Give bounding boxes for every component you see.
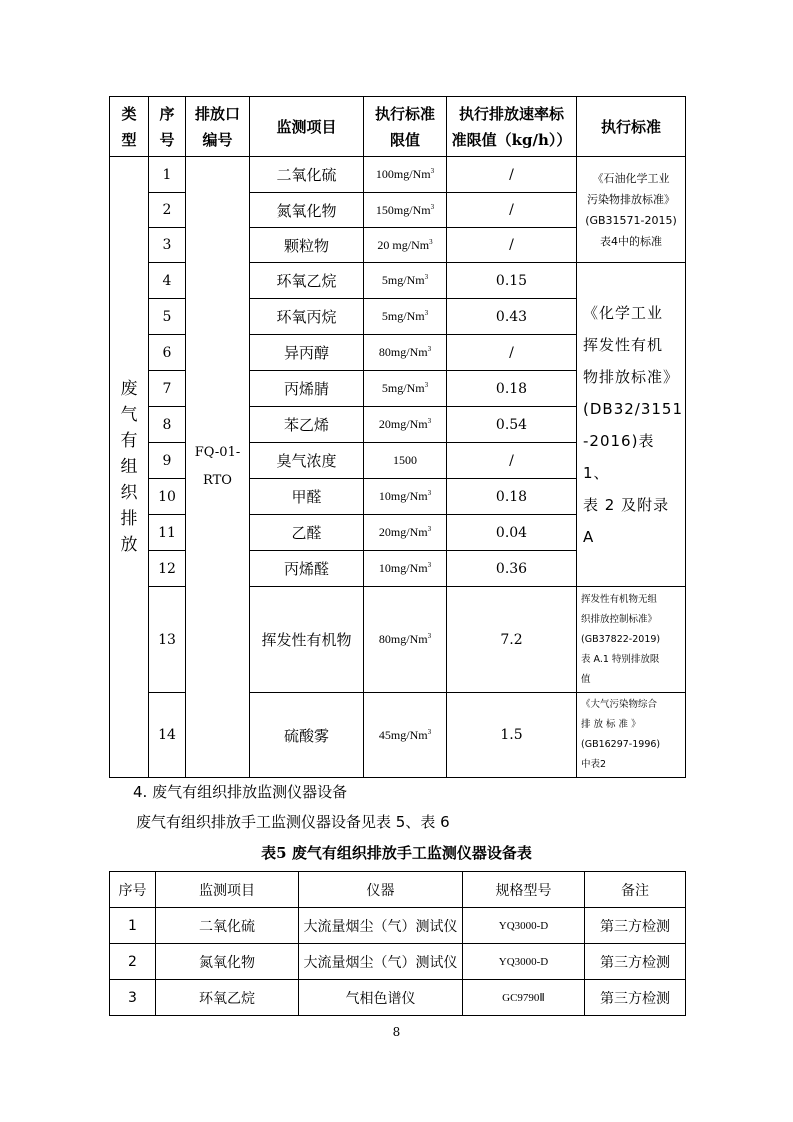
table2-header-row bbox=[110, 872, 686, 908]
row-number: 7 bbox=[149, 371, 186, 407]
type-cell bbox=[110, 157, 149, 778]
outlet-line: FQ-01- bbox=[194, 445, 241, 460]
row-number: 6 bbox=[149, 335, 186, 371]
limit-value: 45mg/Nm$^3$ bbox=[364, 693, 447, 778]
rate-limit: 0.04 bbox=[447, 515, 577, 551]
model-number: YQ3000-D bbox=[463, 944, 585, 980]
monitoring-item: 氮氧化物 bbox=[250, 193, 364, 228]
standard-voc-fugitive bbox=[577, 587, 686, 693]
section-heading: 4. 废气有组织排放监测仪器设备 bbox=[133, 783, 348, 801]
outlet-line: RTO bbox=[203, 473, 232, 488]
superscript: 3 bbox=[427, 727, 432, 736]
table2-header: 仪器 bbox=[299, 872, 463, 908]
rate-limit: 0.54 bbox=[447, 407, 577, 443]
note: 第三方检测 bbox=[585, 980, 686, 1016]
monitoring-item: 环氧丙烷 bbox=[250, 299, 364, 335]
table-row bbox=[110, 980, 686, 1016]
type-char: 废 bbox=[120, 379, 138, 399]
monitoring-item: 挥发性有机物 bbox=[250, 587, 364, 693]
type-char: 气 bbox=[120, 405, 138, 425]
limit-value: 10mg/Nm$^3$ bbox=[364, 551, 447, 587]
monitoring-item: 氮氧化物 bbox=[156, 944, 299, 980]
superscript: 3 bbox=[427, 525, 432, 533]
row-number: 14 bbox=[149, 693, 186, 778]
monitoring-item: 二氧化硫 bbox=[156, 908, 299, 944]
superscript: 3 bbox=[427, 345, 432, 353]
monitoring-item: 异丙醇 bbox=[250, 335, 364, 371]
row-number: 9 bbox=[149, 443, 186, 479]
type-char: 有 bbox=[120, 431, 138, 451]
row-number: 3 bbox=[110, 980, 156, 1016]
standard-line: 污染物排放标准》 bbox=[587, 192, 675, 206]
standard-line: 值 bbox=[581, 673, 591, 685]
monitoring-item: 丙烯醛 bbox=[250, 551, 364, 587]
monitoring-instruments-table bbox=[109, 871, 686, 1016]
header-outlet: 排放口 编号 bbox=[186, 97, 250, 157]
standard-chemical-voc bbox=[577, 263, 686, 587]
row-number: 3 bbox=[149, 228, 186, 263]
table2-header: 备注 bbox=[585, 872, 686, 908]
standard-line: 《石油化学工业 bbox=[592, 171, 670, 185]
row-number: 8 bbox=[149, 407, 186, 443]
superscript: 3 bbox=[430, 202, 435, 211]
superscript: 3 bbox=[424, 273, 429, 281]
standard-line: 表 A.1 特别排放限 bbox=[581, 653, 660, 665]
rate-limit: 0.43 bbox=[447, 299, 577, 335]
superscript: 3 bbox=[424, 309, 429, 317]
standard-line: (DB32/3151 bbox=[583, 399, 684, 418]
superscript: 3 bbox=[427, 561, 432, 569]
standard-line: 挥发性有机物无组 bbox=[581, 593, 658, 605]
standard-air-comprehensive bbox=[577, 693, 686, 778]
model-number: GC9790Ⅱ bbox=[463, 980, 585, 1016]
standard-line: (GB31571-2015) bbox=[585, 213, 677, 227]
limit-value: 100mg/Nm$^3$ bbox=[364, 157, 447, 193]
monitoring-item: 环氧乙烷 bbox=[250, 263, 364, 299]
row-number: 5 bbox=[149, 299, 186, 335]
row-number: 1 bbox=[110, 908, 156, 944]
type-char: 排 bbox=[120, 509, 138, 529]
type-char: 组 bbox=[120, 457, 138, 477]
table2-header: 监测项目 bbox=[156, 872, 299, 908]
row-number: 10 bbox=[149, 479, 186, 515]
standard-line: 挥发性有机 bbox=[583, 335, 664, 354]
header-standard: 执行标准 bbox=[577, 97, 686, 157]
limit-value: 1500 bbox=[364, 443, 447, 479]
header-item: 监测项目 bbox=[250, 97, 364, 157]
rate-limit: 0.18 bbox=[447, 371, 577, 407]
limit-value: 80mg/Nm$^3$ bbox=[364, 335, 447, 371]
standard-line: 《化学工业 bbox=[583, 303, 664, 322]
table2-header: 序号 bbox=[110, 872, 156, 908]
rate-limit: / bbox=[447, 157, 577, 193]
monitoring-item: 硫酸雾 bbox=[250, 693, 364, 778]
standard-line: A bbox=[583, 527, 595, 546]
standard-line: 《大气污染物综合 bbox=[581, 699, 658, 710]
row-number: 1 bbox=[149, 157, 186, 193]
limit-value: 80mg/Nm$^3$ bbox=[364, 587, 447, 693]
superscript: 3 bbox=[427, 417, 432, 425]
limit-value: 5mg/Nm$^3$ bbox=[364, 299, 447, 335]
limit-value: 150mg/Nm$^3$ bbox=[364, 193, 447, 228]
monitoring-item: 臭气浓度 bbox=[250, 443, 364, 479]
superscript: 3 bbox=[427, 632, 432, 640]
monitoring-item: 环氧乙烷 bbox=[156, 980, 299, 1016]
table2-title: 表5 废气有组织排放手工监测仪器设备表 bbox=[261, 844, 532, 862]
table-row bbox=[110, 908, 686, 944]
monitoring-item: 甲醛 bbox=[250, 479, 364, 515]
outlet-cell bbox=[186, 157, 250, 778]
instrument-name: 大流量烟尘（气）测试仪 bbox=[299, 944, 463, 980]
instrument-name: 大流量烟尘（气）测试仪 bbox=[299, 908, 463, 944]
rate-limit: 0.15 bbox=[447, 263, 577, 299]
model-number: YQ3000-D bbox=[463, 908, 585, 944]
standard-petrochemical bbox=[577, 157, 686, 263]
header-seq: 序 号 bbox=[149, 97, 186, 157]
limit-value: 10mg/Nm$^3$ bbox=[364, 479, 447, 515]
rate-limit: 0.36 bbox=[447, 551, 577, 587]
superscript: 3 bbox=[429, 237, 433, 246]
standard-line: (GB37822-2019) bbox=[581, 633, 661, 645]
limit-value: 20 mg/Nm$^3$ bbox=[364, 228, 447, 263]
section-text: 废气有组织排放手工监测仪器设备见表 5、表 6 bbox=[136, 813, 450, 831]
rate-limit: / bbox=[447, 443, 577, 479]
row-number: 12 bbox=[149, 551, 186, 587]
page-number: 8 bbox=[392, 1025, 401, 1039]
limit-value: 5mg/Nm$^3$ bbox=[364, 263, 447, 299]
standard-line: 排 放 标 准 》 bbox=[581, 719, 641, 730]
header-limit: 执行标准 限值 bbox=[364, 97, 447, 157]
note: 第三方检测 bbox=[585, 944, 686, 980]
limit-value: 20mg/Nm$^3$ bbox=[364, 515, 447, 551]
standard-line: 织排放控制标准》 bbox=[581, 613, 658, 625]
superscript: 3 bbox=[427, 489, 432, 497]
table-row bbox=[110, 157, 686, 193]
row-number: 4 bbox=[149, 263, 186, 299]
monitoring-item: 乙醛 bbox=[250, 515, 364, 551]
emission-standards-table bbox=[109, 96, 686, 778]
superscript: 3 bbox=[424, 381, 429, 389]
type-char: 织 bbox=[120, 483, 138, 503]
monitoring-item: 二氧化硫 bbox=[250, 157, 364, 193]
row-number: 2 bbox=[110, 944, 156, 980]
table-row bbox=[110, 944, 686, 980]
row-number: 13 bbox=[149, 587, 186, 693]
rate-limit: / bbox=[447, 335, 577, 371]
note: 第三方检测 bbox=[585, 908, 686, 944]
standard-line: 表 2 及附录 bbox=[583, 495, 670, 514]
table2-header: 规格型号 bbox=[463, 872, 585, 908]
rate-limit: / bbox=[447, 228, 577, 263]
standard-line: 表4中的标准 bbox=[600, 234, 662, 248]
rate-limit: / bbox=[447, 193, 577, 228]
limit-value: 20mg/Nm$^3$ bbox=[364, 407, 447, 443]
row-number: 2 bbox=[149, 193, 186, 228]
monitoring-item: 丙烯腈 bbox=[250, 371, 364, 407]
header-rate: 执行排放速率标 准限值（kg/h）） bbox=[447, 97, 577, 157]
limit-value: 5mg/Nm$^3$ bbox=[364, 371, 447, 407]
row-number: 11 bbox=[149, 515, 186, 551]
standard-line: -2016)表 1、 bbox=[583, 431, 655, 482]
instrument-name: 气相色谱仪 bbox=[299, 980, 463, 1016]
header-type: 类 型 bbox=[110, 97, 149, 157]
rate-limit: 1.5 bbox=[447, 693, 577, 778]
monitoring-item: 苯乙烯 bbox=[250, 407, 364, 443]
type-char: 放 bbox=[120, 535, 138, 555]
rate-limit: 0.18 bbox=[447, 479, 577, 515]
standard-line: 物排放标准》 bbox=[583, 367, 680, 386]
superscript: 3 bbox=[430, 167, 435, 175]
rate-limit: 7.2 bbox=[447, 587, 577, 693]
standard-line: (GB16297-1996) bbox=[581, 739, 661, 750]
standard-line: 中表2 bbox=[581, 759, 607, 770]
monitoring-item: 颗粒物 bbox=[250, 228, 364, 263]
